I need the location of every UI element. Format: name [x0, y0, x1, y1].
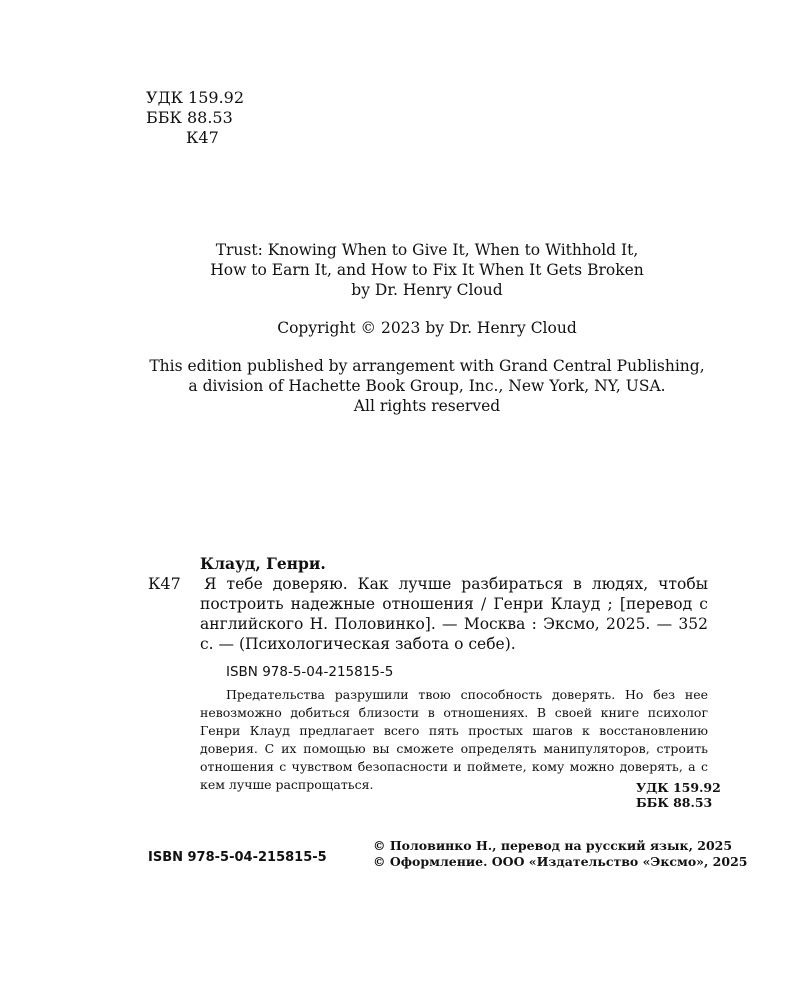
udk-code-right: УДК 159.92: [636, 780, 721, 795]
original-author: by Dr. Henry Cloud: [351, 281, 503, 299]
original-edition-block: [100, 240, 754, 434]
author-mark: К47: [186, 128, 219, 147]
original-title-line: Trust: Knowing When to Give It, When to Withhold It,: [215, 241, 639, 259]
translation-copyright: © Половинко Н., перевод на русский язык, 2025: [373, 838, 733, 853]
classification-block-right: [636, 780, 721, 810]
catalog-author-mark: К47: [148, 574, 181, 593]
original-title: [100, 240, 754, 300]
original-title-line: How to Earn It, and How to Fix It When It Gets Broken: [210, 261, 644, 279]
catalog-author: Клауд, Генри.: [200, 554, 326, 573]
udk-code: УДК 159.92: [146, 88, 245, 107]
annotation-text: Предательства разрушили твою способность доверять. Но без нее невозможно добиться близости в отношениях. В своей книге психолог Генри Клауд предлагает всего пять простых шагов к восстановлению доверия. С их помощью вы сможете определять манипуляторов, строить отношения с чувством безопасности и поймете, кому можно доверять, а с кем лучше распрощаться.: [200, 687, 708, 792]
edition-note-line: This edition published by arrangement with Grand Central Publishing,: [149, 357, 705, 375]
footer-isbn: ISBN 978-5-04-215815-5: [148, 850, 327, 865]
catalog-description: Я тебе доверяю. Как лучше разбираться в людях, чтобы построить надежные отношения / Генри Клауд ; [перевод с английского Н. Половинко]. — Москва : Эксмо, 2025. — 352 с. — (Психологическая забота о себе).: [200, 575, 708, 653]
design-copyright: © Оформление. ООО «Издательство «Эксмо», 2025: [373, 854, 748, 869]
catalog-entry: [200, 554, 708, 682]
bbk-code-right: ББК 88.53: [636, 795, 713, 810]
edition-note-line: a division of Hachette Book Group, Inc., New York, NY, USA.: [188, 377, 666, 395]
footer-copyrights: [373, 838, 747, 870]
annotation: [200, 686, 708, 794]
catalog-isbn: ISBN 978-5-04-215815-5: [226, 664, 394, 680]
copyright-line: Copyright © 2023 by Dr. Henry Cloud: [277, 319, 577, 337]
edition-note: [100, 356, 754, 416]
rights-reserved: All rights reserved: [353, 397, 501, 415]
classification-block-top: [146, 88, 244, 148]
bbk-code: ББК 88.53: [146, 108, 233, 127]
